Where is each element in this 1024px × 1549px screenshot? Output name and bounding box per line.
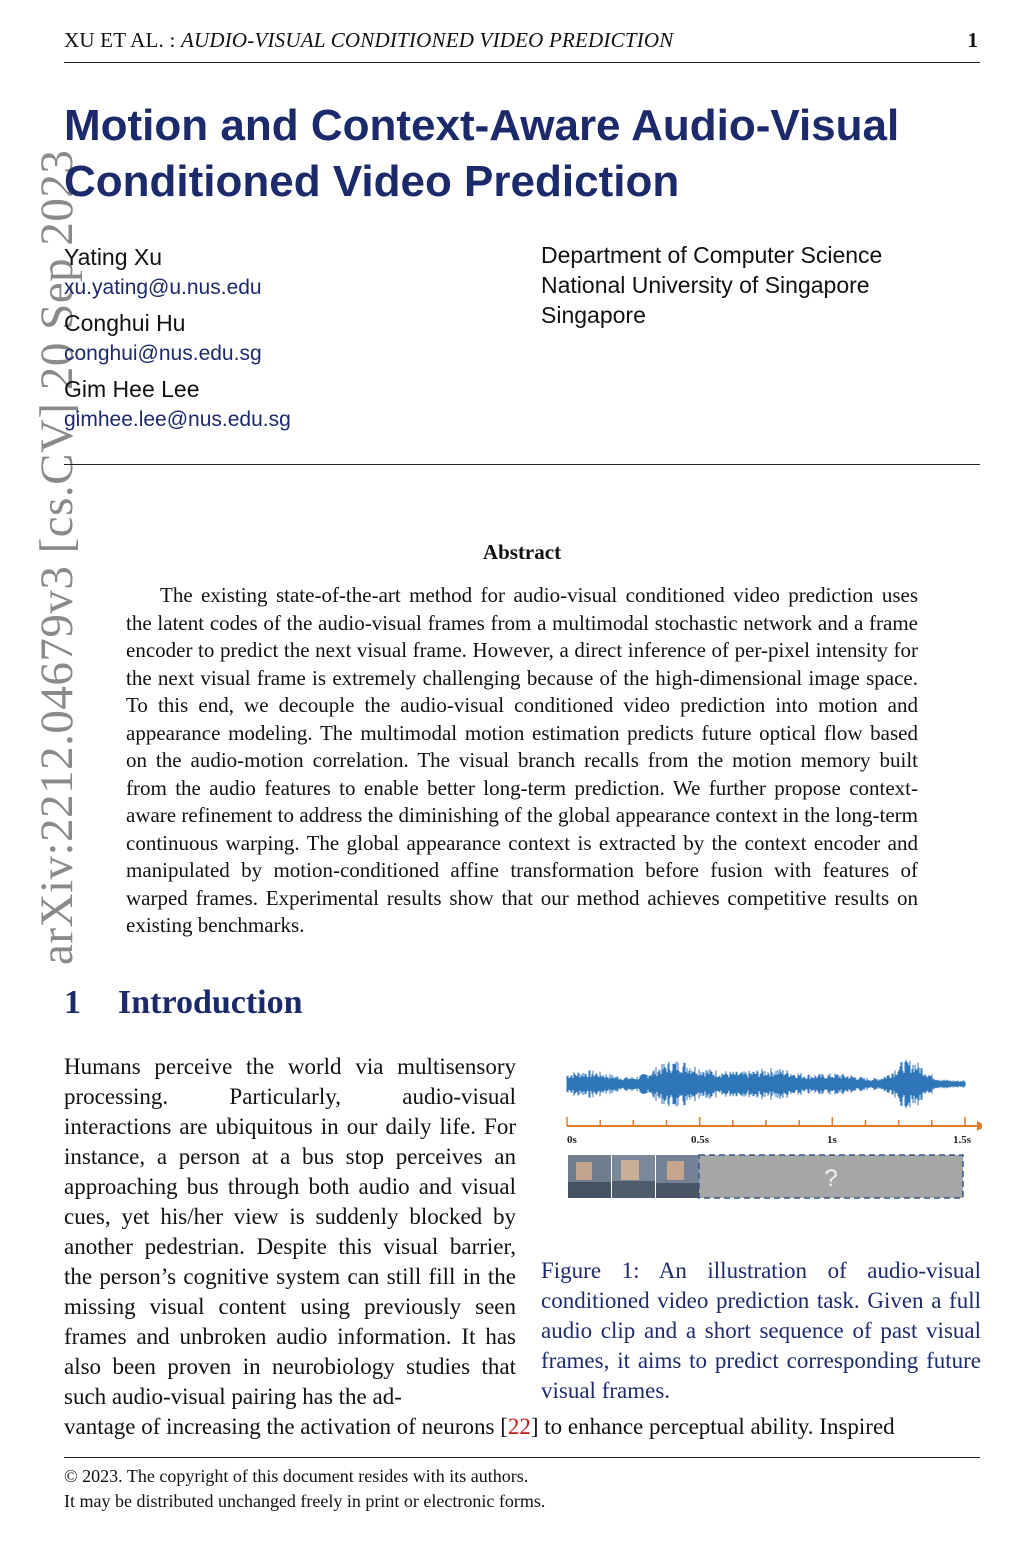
running-title: XU ET AL. : AUDIO-VISUAL CONDITIONED VIDEO PREDICTION bbox=[64, 28, 674, 52]
running-header bbox=[64, 26, 980, 63]
arxiv-stamp: arXiv:2212.04679v3 [cs.CV] 20 Sep 2023 bbox=[31, 149, 83, 965]
copyright-footer bbox=[64, 1464, 545, 1514]
page-number: 1 bbox=[967, 28, 978, 52]
author bbox=[64, 306, 504, 368]
tick-label-0.5s: 0.5s bbox=[691, 1134, 710, 1146]
intro-paragraph: Humans perceive the world via multisensory processing. Particularly, audio-visual interactions are ubiquitous in our daily life. For instance, a person at a bus stop perceives an approaching bus through both audio and visual cues, yet his/her view is suddenly blocked by another pedestrian. Despite this visual barrier, the person’s cognitive system can still fill in the missing visual content using previously seen frames and unbroken audio information. It has also been proven in neurobiology studies that such audio-visual pairing has the ad- bbox=[64, 1054, 516, 1409]
waveform-path bbox=[567, 1060, 965, 1108]
affiliation-department: Department of Computer Science bbox=[541, 242, 883, 268]
author bbox=[64, 372, 504, 434]
tick-label-1s: 1s bbox=[827, 1134, 837, 1146]
past-frames bbox=[568, 1155, 699, 1198]
author bbox=[64, 240, 504, 302]
section-heading bbox=[64, 984, 303, 1022]
footer-divider bbox=[64, 1457, 980, 1458]
question-mark: ? bbox=[824, 1165, 838, 1192]
timeline-ticks bbox=[567, 1117, 965, 1126]
author-name: Conghui Hu bbox=[64, 310, 186, 336]
affiliation-country: Singapore bbox=[541, 302, 646, 328]
figure-1 bbox=[541, 1050, 982, 1210]
author-email[interactable]: xu.yating@u.nus.edu bbox=[64, 276, 262, 299]
copyright-line: © 2023. The copyright of this document resides with its authors. bbox=[64, 1466, 529, 1486]
audio-waveform bbox=[567, 1060, 965, 1108]
timeline-arrowhead bbox=[977, 1121, 982, 1131]
figure-caption: Figure 1: An illustration of audio-visual conditioned video prediction task. Given a full audio clip and a short sequence of past visual frames, it aims to predict corresponding future visual frames. bbox=[541, 1258, 981, 1403]
figure-illustration bbox=[541, 1050, 982, 1210]
citation-link[interactable]: 22 bbox=[507, 1414, 531, 1439]
license-line: It may be distributed unchanged freely in print or electronic forms. bbox=[64, 1491, 546, 1511]
author-email[interactable]: gimhee.lee@nus.edu.sg bbox=[64, 408, 291, 431]
author-name: Gim Hee Lee bbox=[64, 376, 200, 402]
section-number: 1 bbox=[64, 984, 81, 1021]
author-name: Yating Xu bbox=[64, 244, 163, 270]
author-list bbox=[64, 240, 504, 438]
abstract-heading: Abstract bbox=[482, 540, 562, 564]
tick-label-1.5s: 1.5s bbox=[953, 1134, 972, 1146]
author-email[interactable]: conghui@nus.edu.sg bbox=[64, 342, 262, 365]
tick-label-0s: 0s bbox=[567, 1134, 577, 1146]
title-divider bbox=[64, 464, 980, 465]
title-line-2: Conditioned Video Prediction bbox=[64, 157, 680, 206]
intro-continuation: vantage of increasing the activation of neurons [22] to enhance perceptual ability. Inspired bbox=[64, 1414, 895, 1439]
affiliation-university: National University of Singapore bbox=[541, 272, 870, 298]
abstract-text: The existing state-of-the-art method for audio-visual conditioned video prediction uses the latent codes of the audio-visual frames from a multimodal stochastic network and a frame encoder to predict the next visual frame. However, a direct inference of per-pixel intensity for the next visual frame is extremely challenging because of the high-dimensional image space. To this end, we decouple the audio-visual conditioned video prediction into motion and appearance modeling. The multimodal motion estimation predicts future optical flow based on the audio-motion correlation. The visual branch recalls from the motion memory built from the audio features to enable better long-term prediction. We further propose context-aware refinement to address the diminishing of the global appearance context in the long-term continuous warping. The global appearance context is extracted by the context encoder and manipulated by motion-conditioned affine transformation before fusion with features of warped frames. Experimental results show that our method achieves competitive results on existing benchmarks. bbox=[126, 583, 918, 937]
title-line-1: Motion and Context-Aware Audio-Visual bbox=[64, 101, 900, 150]
section-title: Introduction bbox=[118, 984, 303, 1021]
abstract-body bbox=[126, 582, 918, 940]
affiliation bbox=[541, 240, 882, 330]
paper-title bbox=[64, 98, 964, 210]
